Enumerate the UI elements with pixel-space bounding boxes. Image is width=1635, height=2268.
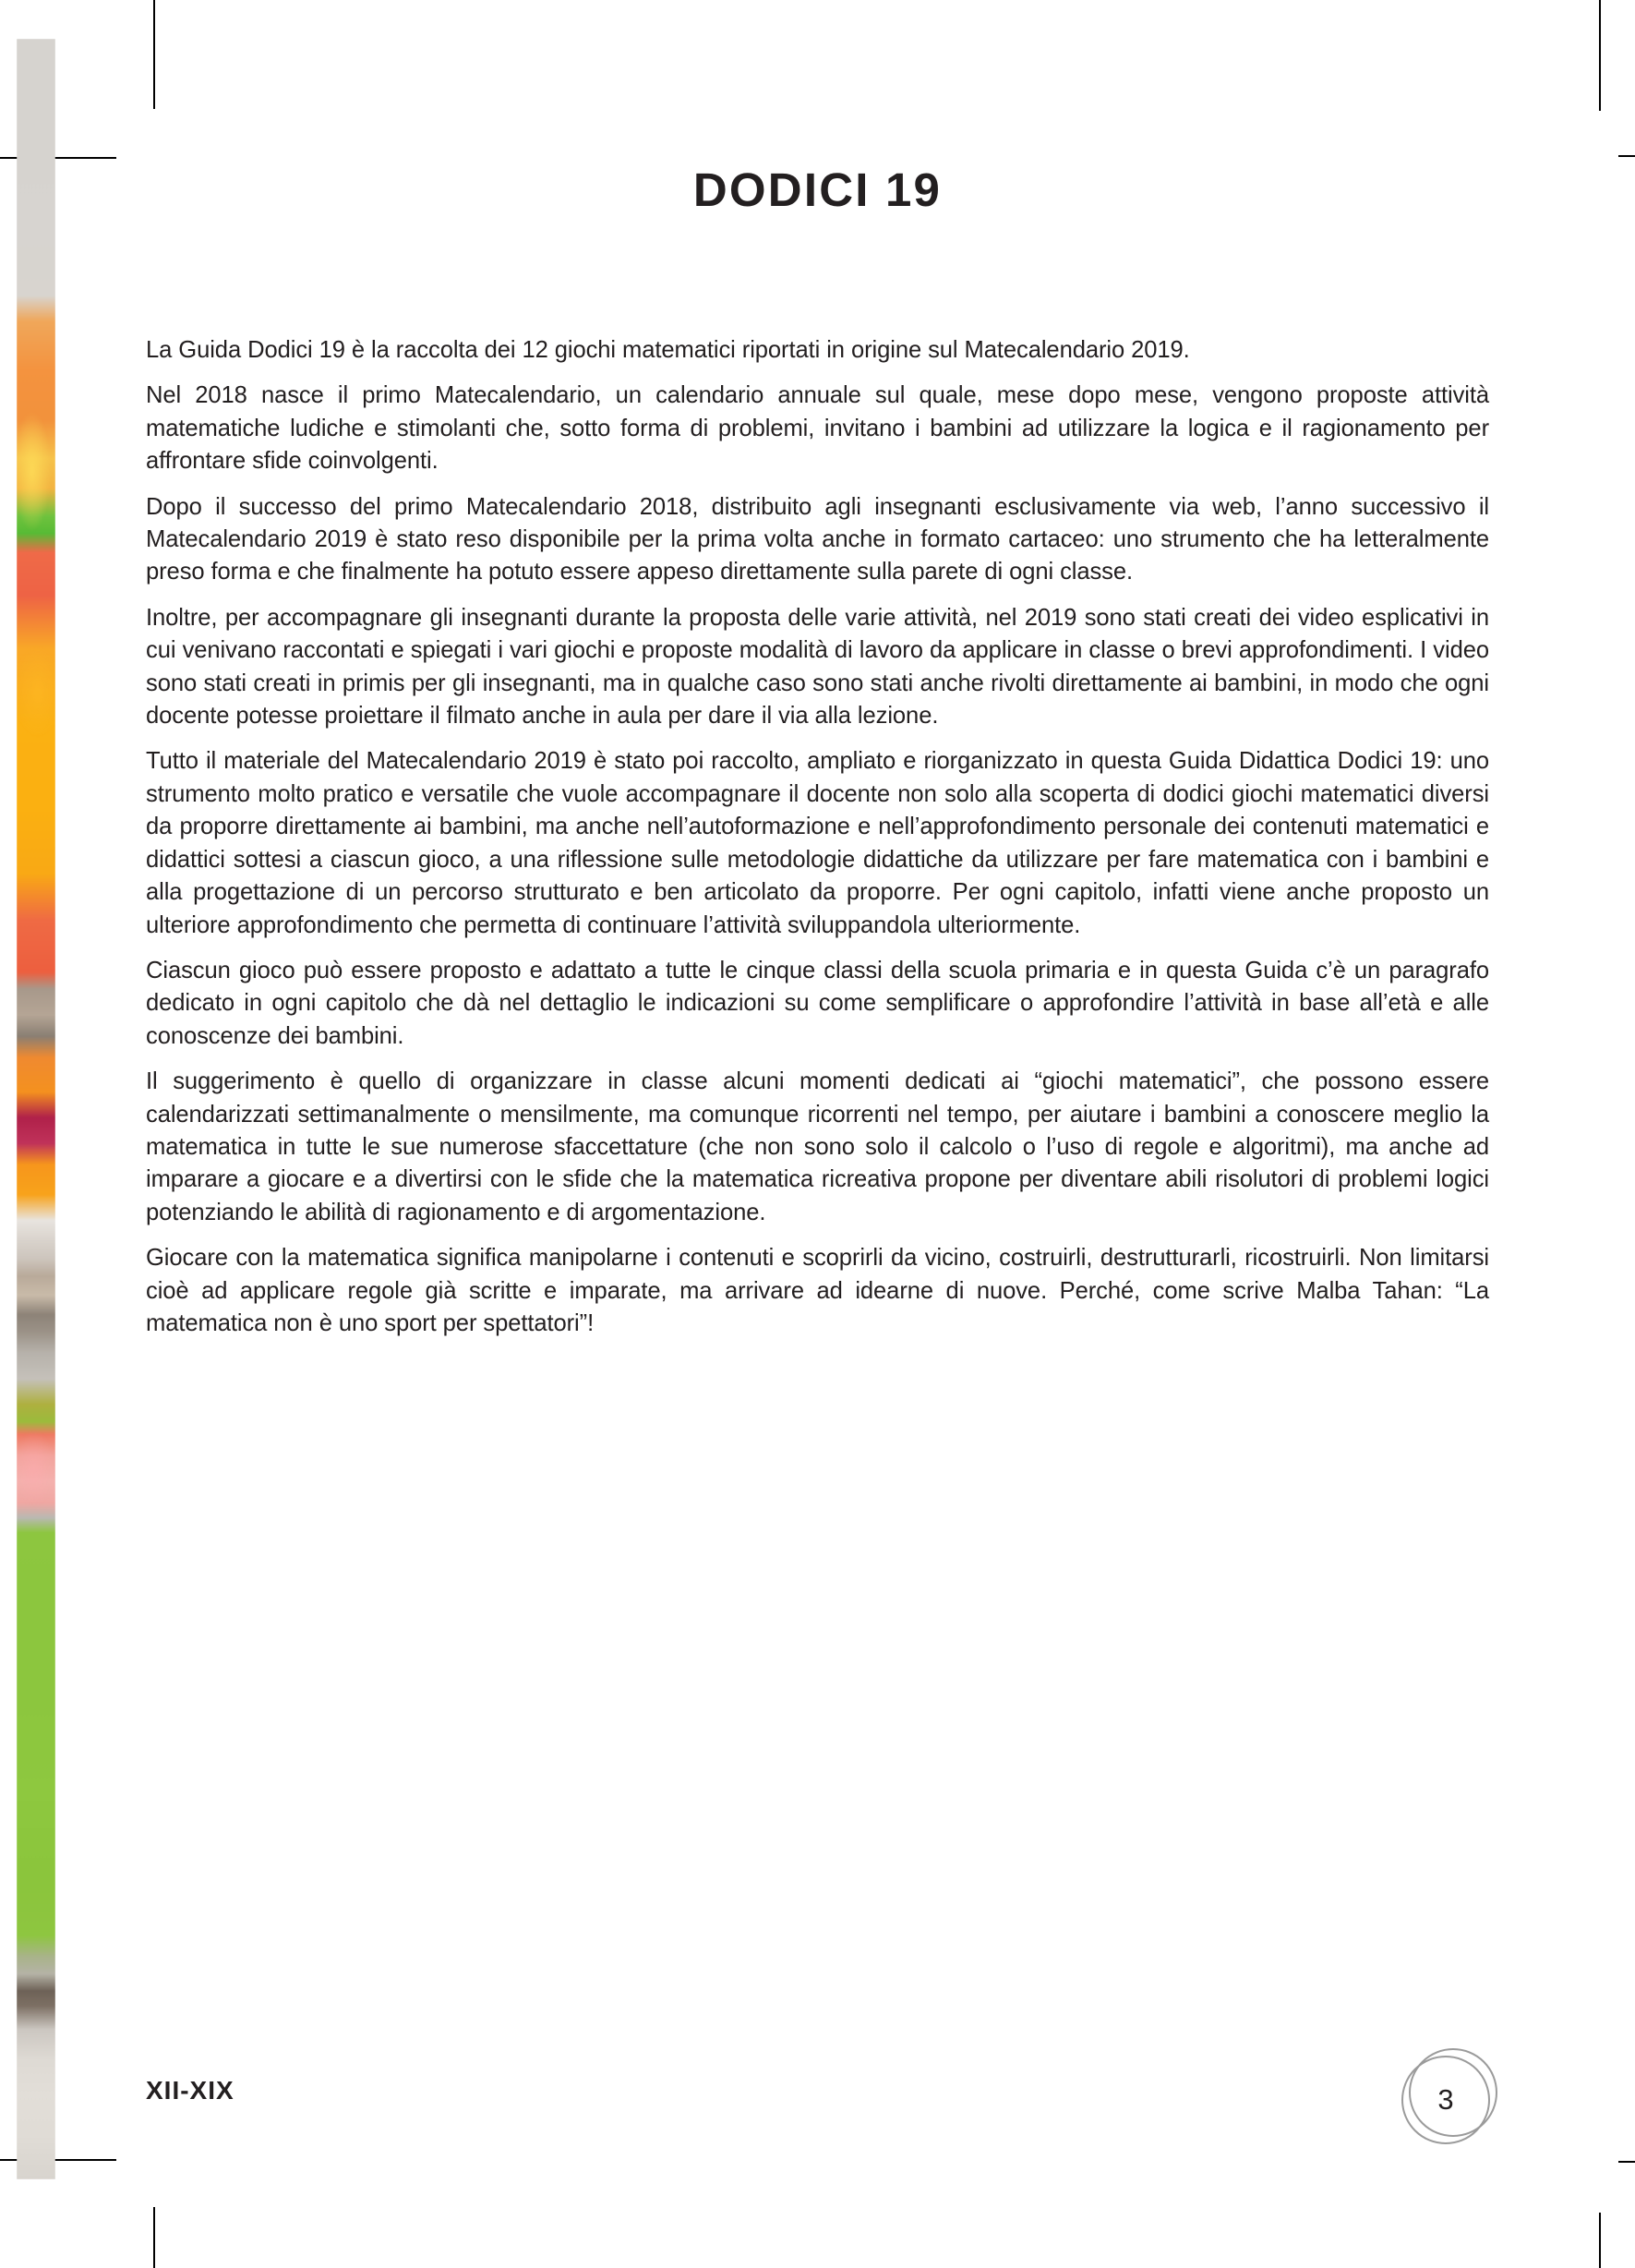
body-text xyxy=(146,334,1489,1340)
paragraph: Ciascun gioco può essere proposto e adattato a tutte le cinque classi della scuola primaria e in questa Guida c’è un paragrafo dedicato in ogni capitolo che dà nel dettaglio le indicazioni su come semplificare o approfondire l’attività in base all’età e alle conoscenze dei bambini. xyxy=(146,957,1489,1049)
paragraph: Giocare con la matematica significa manipolarne i contenuti e scoprirli da vicino, costruirli, destrutturarli, ricostruirli. Non limitarsi cioè ad applicare regole già scritte e imparate, ma arrivare ad idearne di nuove. Perché, come scrive Malba Tahan: “La matematica non è uno sport per spettatori”! xyxy=(146,1245,1489,1336)
page-title: DODICI 19 xyxy=(692,163,943,217)
roman-folio-label: XII-XIX xyxy=(146,2076,234,2105)
paragraph: Nel 2018 nasce il primo Matecalendario, un calendario annuale sul quale, mese dopo mese, vengono proposte attività matematiche ludiche e stimolanti che, sotto forma di problemi, invitano i bambini ad utilizzare la logica e il ragionamento per affrontare sfide coinvolgenti. xyxy=(146,382,1489,475)
crop-mark-bottom-right-horizontal xyxy=(1618,2161,1635,2163)
crop-mark-top-right-vertical xyxy=(1599,0,1601,111)
paragraph: La Guida Dodici 19 è la raccolta dei 12 giochi matematici riportati in origine sul Matecalendario 2019. xyxy=(146,337,1190,363)
page-number-badge xyxy=(1401,2046,1510,2155)
paragraph: Il suggerimento è quello di organizzare in classe alcuni momenti dedicati ai “giochi matematici”, che possono essere calendarizzati settimanalmente o mensilmente, ma comunque ricorrenti nel tempo, per aiutare i bambini a conoscere meglio la matematica in tutte le sue numerose sfaccettature (che non sono solo il calcolo o l’uso di regole e algoritmi), ma anche ad imparare a giocare e a divertirsi con le sfide che la matematica ricreativa propone per diventare abili risolutori di problemi logici potenziando le abilità di ragionamento e di argomentazione. xyxy=(146,1068,1489,1225)
crop-mark-bottom-right-vertical xyxy=(1599,2213,1601,2268)
paragraph: Tutto il materiale del Matecalendario 2019 è stato poi raccolto, ampliato e riorganizzato in questa Guida Didattica Dodici 19: uno strumento molto pratico e versatile che vuole accompagnare il docente non solo alla scoperta di dodici giochi matematici diversi da proporre direttamente ai bambini, ma anche nell’autoformazione e nell’approfondimento personale dei contenuti matematici e didattici sottesi a ciascun gioco, a una riflessione sulle metodologie didattiche da utilizzare per fare matematica con i bambini e alla progettazione di un percorso strutturato e ben articolato da proporre. Per ogni capitolo, infatti viene anche proposto un ulteriore approfondimento che permetta di continuare l’attività sviluppandola ulteriormente. xyxy=(146,748,1489,938)
edge-strip-highlights xyxy=(17,39,55,2179)
page-number-value: 3 xyxy=(1437,2083,1454,2116)
paragraph: Inoltre, per accompagnare gli insegnanti durante la proposta delle varie attività, nel 2019 sono stati creati dei video esplicativi in cui venivano raccontati e spiegati i vari giochi e proposte modalità di lavoro da applicare in classe o brevi approfondimenti. I video sono stati creati in primis per gli insegnanti, ma in qualche caso sono stati anche rivolti direttamente ai bambini, in modo che ogni docente potesse proiettare il filmato anche in aula per dare il via alla lezione. xyxy=(146,604,1489,730)
decorative-edge-strip xyxy=(17,39,55,2179)
content-column xyxy=(146,0,1489,2268)
crop-mark-top-right-horizontal xyxy=(1618,155,1635,157)
paragraph: Dopo il successo del primo Matecalendario 2018, distribuito agli insegnanti esclusivamente via web, l’anno successivo il Matecalendario 2019 è stato reso disponibile per la prima volta anche in formato cartaceo: uno strumento che ha letteralmente preso forma e che finalmente ha potuto essere appeso direttamente sulla parete di ogni classe. xyxy=(146,493,1489,585)
